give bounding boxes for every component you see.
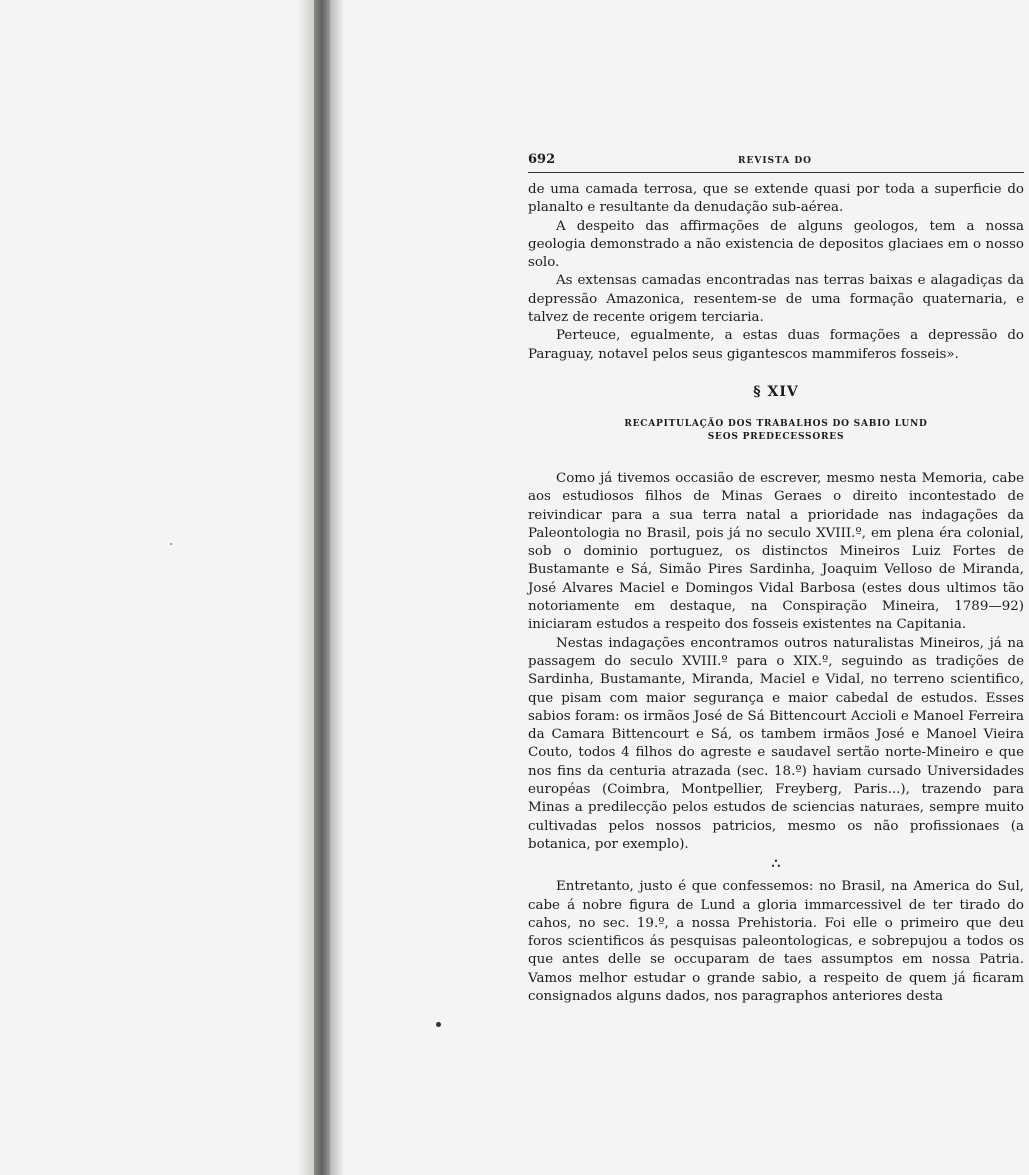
running-head bbox=[528, 150, 1024, 173]
gutter-shadow bbox=[330, 0, 344, 1175]
body-text bbox=[528, 181, 1024, 364]
section-body bbox=[528, 470, 1024, 854]
journal-title: REVISTA DO bbox=[738, 156, 812, 166]
gutter-highlight bbox=[298, 0, 314, 1175]
paragraph: Entretanto, justo é que confessemos: no Brasil, na America do Sul, cabe á nobre figura de Lund a gloria immarcessivel de ter tirado do cahos, no sec. 19.º, a nossa Prehistoria. Foi elle o primeiro que deu foros scientificos ás pesquisas paleontologicas, e sobrepujou a todos os que antes delle se occuparam de taes assumptos em nossa Patria. Vamos melhor estudar o grande sabio, a respeito de quem já ficaram consignados alguns dados, nos paragraphos anteriores desta bbox=[528, 879, 1024, 1004]
section-subtitle bbox=[528, 418, 1024, 444]
paragraph: Perteuce, egualmente, a estas duas formações a depressão do Paraguay, notavel pelos seus gigantescos mammiferos fosseis». bbox=[528, 328, 1024, 362]
page-number: 692 bbox=[528, 152, 556, 167]
section-subtitle-line: RECAPITULAÇÃO DOS TRABALHOS DO SABIO LUND bbox=[624, 418, 928, 429]
scan-speck bbox=[170, 543, 172, 545]
paragraph: As extensas camadas encontradas nas terras baixas e alagadiças da depressão Amazonica, resentem-se de uma formação quaternaria, e talvez de recente origem terciaria. bbox=[528, 273, 1024, 326]
book-page bbox=[528, 150, 1024, 1006]
paragraph: Como já tivemos occasião de escrever, mesmo nesta Memoria, cabe aos estudiosos filhos de Minas Geraes o direito incontestado de reivindicar para a sua terra natal a prioridade nas indagações da Paleontologia no Brasil, pois já no seculo XVIII.º, em plena éra colonial, sob o dominio portuguez, os distinctos Mineiros Luiz Fortes de Bustamante e Sá, Simão Pires Sardinha, Joaquim Velloso de Miranda, José Alvares Maciel e Domingos Vidal Barbosa (estes dous ultimos tão notoriamente em destaque, na Conspiração Mineira, 1789—92) iniciaram estudos a respeito dos fosseis existentes na Capitania. bbox=[528, 470, 1024, 633]
ornament-divider: ∴ bbox=[771, 856, 781, 873]
section-subtitle-line: SEOS PREDECESSORES bbox=[707, 431, 845, 442]
paragraph: A despeito das affirmações de alguns geologos, tem a nossa geologia demonstrado a não existencia de depositos glaciaes em o nosso solo. bbox=[528, 218, 1024, 271]
paragraph: de uma camada terrosa, que se extende quasi por toda a superficie do planalto e resultante da denudação sub-aérea. bbox=[528, 182, 1024, 216]
section-heading: § XIV bbox=[753, 383, 799, 400]
final-body bbox=[528, 878, 1024, 1006]
scan-speck bbox=[436, 1022, 441, 1027]
book-gutter bbox=[314, 0, 330, 1175]
paragraph: Nestas indagações encontramos outros naturalistas Mineiros, já na passagem do seculo XVIII.º para o XIX.º, seguindo as tradições de Sardinha, Bustamante, Miranda, Maciel e Vidal, no terreno scientifico, que pisam com maior segurança e maior cabedal de estudos. Esses sabios foram: os irmãos José de Sá Bittencourt Accioli e Manoel Ferreira da Camara Bittencourt e Sá, os tambem irmãos José e Manoel Vieira Couto, todos 4 filhos do agreste e saudavel sertão norte-Mineiro e que nos fins da centuria atrazada (sec. 18.º) haviam cursado Universidades européas (Coimbra, Montpellier, Freyberg, Paris...), trazendo para Minas a predilecção pelos estudos de sciencias naturaes, sempre muito cultivadas pelos nossos patricios, mesmo os não profissionaes (a botanica, por exemplo). bbox=[528, 635, 1024, 852]
